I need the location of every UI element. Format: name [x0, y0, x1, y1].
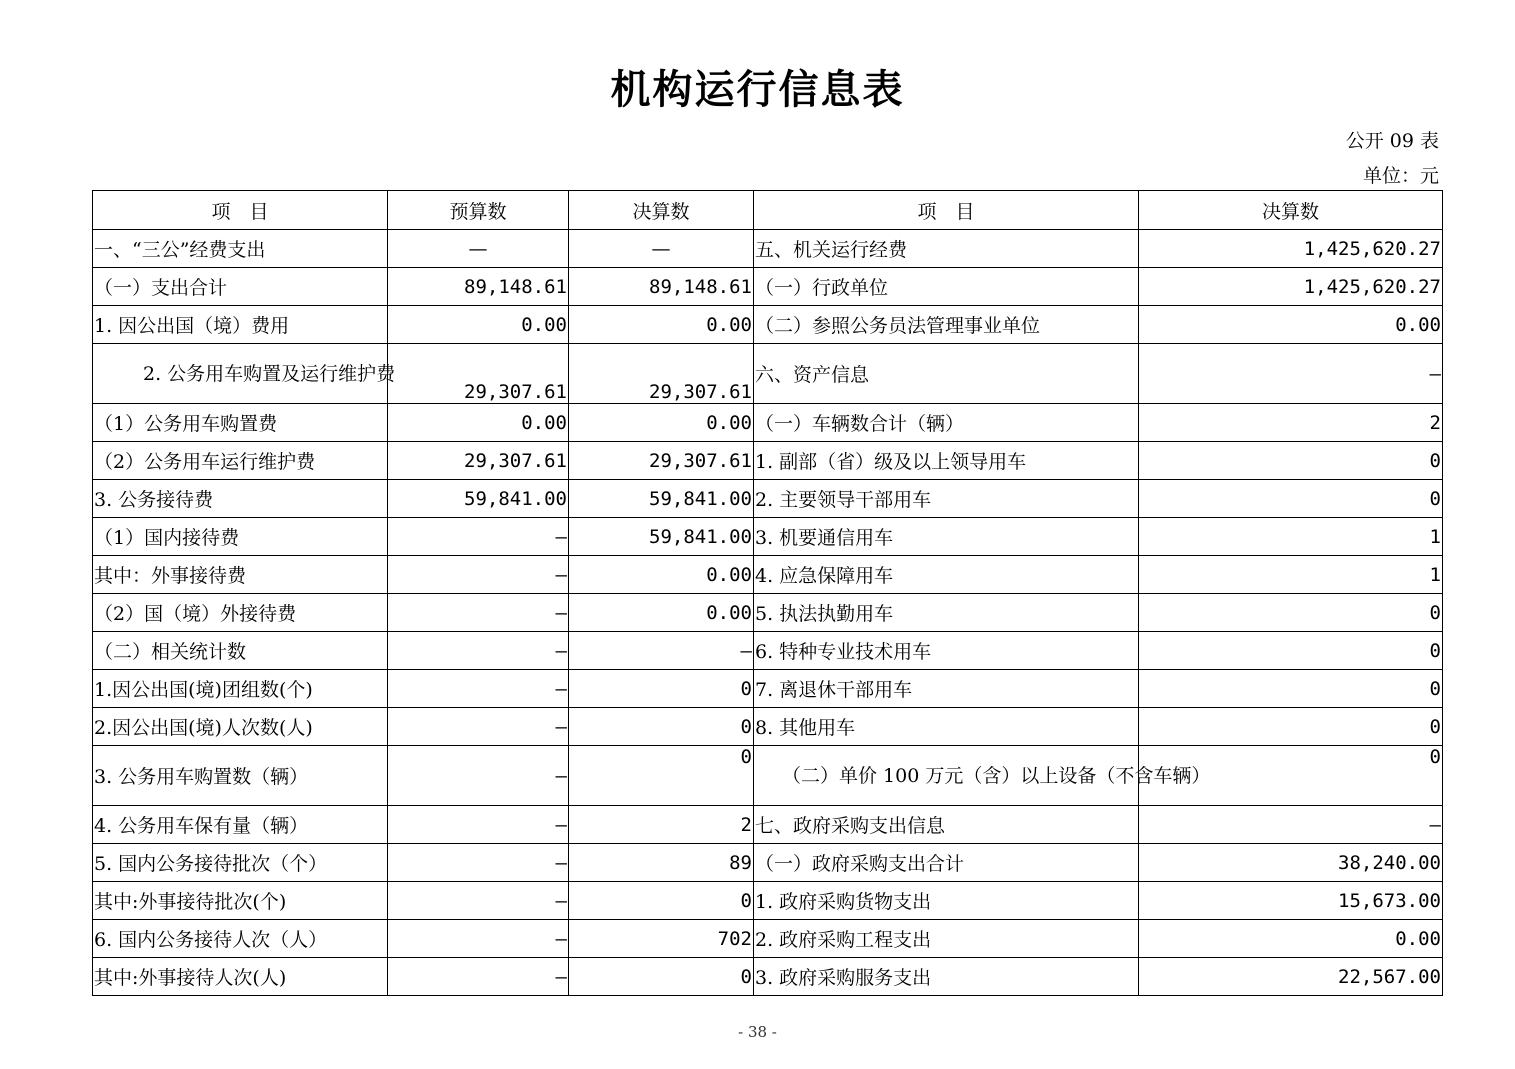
row-label-right: 2. 政府采购工程支出	[754, 920, 1139, 958]
final-value: 29,307.61	[569, 442, 754, 480]
row-label-left: 其中：外事接待费	[93, 556, 388, 594]
row-label-right: 5. 执法执勤用车	[754, 594, 1139, 632]
table-row	[93, 708, 1443, 746]
final-value: 0	[569, 882, 754, 920]
right-final-value: 0	[1139, 594, 1443, 632]
final-value: 2	[569, 806, 754, 844]
final-value: 59,841.00	[569, 518, 754, 556]
table-row	[93, 920, 1443, 958]
final-value: 0.00	[569, 556, 754, 594]
right-final-value: 0	[1139, 480, 1443, 518]
table-row	[93, 306, 1443, 344]
right-final-value: 0	[1139, 442, 1443, 480]
budget-value: —	[388, 746, 569, 806]
budget-value: —	[388, 806, 569, 844]
final-value: 0	[569, 746, 754, 806]
row-label-right: （二）单价 100 万元（含）以上设备（不含车辆）	[754, 746, 1139, 806]
row-label-right: （一）政府采购支出合计	[754, 844, 1139, 882]
table-row	[93, 344, 1443, 404]
row-label-right: 6. 特种专业技术用车	[754, 632, 1139, 670]
right-final-value: 1,425,620.27	[1139, 268, 1443, 306]
budget-value: —	[388, 230, 569, 268]
row-label-right: 1. 副部（省）级及以上领导用车	[754, 442, 1139, 480]
budget-value: 29,307.61	[388, 344, 569, 404]
row-label-left: （1）国内接待费	[93, 518, 388, 556]
table-row	[93, 746, 1443, 806]
row-label-right: 3. 机要通信用车	[754, 518, 1139, 556]
header-final-left: 决算数	[569, 191, 754, 230]
budget-value: —	[388, 920, 569, 958]
row-label-right: 3. 政府采购服务支出	[754, 958, 1139, 996]
budget-value: —	[388, 518, 569, 556]
row-label-left: （一）支出合计	[93, 268, 388, 306]
row-label-right: 8. 其他用车	[754, 708, 1139, 746]
final-value: —	[569, 230, 754, 268]
table-code: 公开 09 表	[1345, 130, 1439, 152]
final-value: 702	[569, 920, 754, 958]
row-label-right: 七、政府采购支出信息	[754, 806, 1139, 844]
table-row	[93, 844, 1443, 882]
budget-value: 0.00	[388, 306, 569, 344]
table-row	[93, 958, 1443, 996]
budget-value: 59,841.00	[388, 480, 569, 518]
header-final-right: 决算数	[1139, 191, 1443, 230]
budget-value: —	[388, 632, 569, 670]
row-label-left: 1.因公出国(境)团组数(个)	[93, 670, 388, 708]
budget-value: —	[388, 556, 569, 594]
table-row	[93, 670, 1443, 708]
right-final-value: 15,673.00	[1139, 882, 1443, 920]
final-value: 0.00	[569, 594, 754, 632]
right-final-value: 2	[1139, 404, 1443, 442]
table-row	[93, 594, 1443, 632]
row-label-left: 2.因公出国(境)人次数(人)	[93, 708, 388, 746]
budget-value: —	[388, 708, 569, 746]
row-label-left: 5. 国内公务接待批次（个）	[93, 844, 388, 882]
right-final-value: —	[1139, 806, 1443, 844]
final-value: 89,148.61	[569, 268, 754, 306]
table-row	[93, 806, 1443, 844]
right-final-value: —	[1139, 344, 1443, 404]
row-label-right: 2. 主要领导干部用车	[754, 480, 1139, 518]
row-label-right: （二）参照公务员法管理事业单位	[754, 306, 1139, 344]
row-label-right: 五、机关运行经费	[754, 230, 1139, 268]
row-label-left: 1. 因公出国（境）费用	[93, 306, 388, 344]
row-label-left: （2）公务用车运行维护费	[93, 442, 388, 480]
right-final-value: 0.00	[1139, 920, 1443, 958]
table-row	[93, 882, 1443, 920]
header-item-right: 项 目	[754, 191, 1139, 230]
row-label-left: 一、“三公”经费支出	[93, 230, 388, 268]
budget-value: —	[388, 594, 569, 632]
final-value: 0	[569, 670, 754, 708]
table-row	[93, 268, 1443, 306]
table-row	[93, 404, 1443, 442]
row-label-left: 其中:外事接待批次(个)	[93, 882, 388, 920]
final-value: 0.00	[569, 404, 754, 442]
right-final-value: 1	[1139, 556, 1443, 594]
right-final-value: 0	[1139, 670, 1443, 708]
final-value: 0	[569, 708, 754, 746]
right-final-value: 0	[1139, 708, 1443, 746]
budget-value: —	[388, 882, 569, 920]
right-final-value: 38,240.00	[1139, 844, 1443, 882]
row-label-right: 六、资产信息	[754, 344, 1139, 404]
final-value: 59,841.00	[569, 480, 754, 518]
table-row	[93, 230, 1443, 268]
row-label-left: 6. 国内公务接待人次（人）	[93, 920, 388, 958]
row-label-right: （一）车辆数合计（辆）	[754, 404, 1139, 442]
right-final-value: 1	[1139, 518, 1443, 556]
right-final-value: 0.00	[1139, 306, 1443, 344]
row-label-right: 7. 离退休干部用车	[754, 670, 1139, 708]
row-label-left: （2）国（境）外接待费	[93, 594, 388, 632]
row-label-left: （二）相关统计数	[93, 632, 388, 670]
right-final-value: 1,425,620.27	[1139, 230, 1443, 268]
budget-value: —	[388, 958, 569, 996]
row-label-left: 3. 公务用车购置数（辆）	[93, 746, 388, 806]
table-row	[93, 556, 1443, 594]
final-value: 89	[569, 844, 754, 882]
right-final-value: 22,567.00	[1139, 958, 1443, 996]
final-value: —	[569, 632, 754, 670]
budget-value: 0.00	[388, 404, 569, 442]
right-final-value: 0	[1139, 632, 1443, 670]
info-table	[92, 190, 1443, 996]
final-value: 0	[569, 958, 754, 996]
header-budget: 预算数	[388, 191, 569, 230]
table-row	[93, 632, 1443, 670]
final-value: 0.00	[569, 306, 754, 344]
header-item-left: 项 目	[93, 191, 388, 230]
table-row	[93, 442, 1443, 480]
budget-value: 89,148.61	[388, 268, 569, 306]
budget-value: —	[388, 844, 569, 882]
row-label-left: （1）公务用车购置费	[93, 404, 388, 442]
page-title: 机构运行信息表	[610, 66, 905, 113]
right-final-value: 0	[1139, 746, 1443, 806]
final-value: 29,307.61	[569, 344, 754, 404]
row-label-right: 1. 政府采购货物支出	[754, 882, 1139, 920]
row-label-left: 其中:外事接待人次(人)	[93, 958, 388, 996]
table-row	[93, 480, 1443, 518]
page-number: - 38 -	[738, 1023, 777, 1041]
table-row	[93, 518, 1443, 556]
row-label-right: （一）行政单位	[754, 268, 1139, 306]
budget-value: 29,307.61	[388, 442, 569, 480]
budget-value: —	[388, 670, 569, 708]
header-row	[93, 191, 1443, 230]
row-label-right: 4. 应急保障用车	[754, 556, 1139, 594]
unit-label: 单位：元	[1362, 165, 1439, 187]
row-label-left: 3. 公务接待费	[93, 480, 388, 518]
row-label-left: 4. 公务用车保有量（辆）	[93, 806, 388, 844]
row-label-left: 2. 公务用车购置及运行维护费	[93, 344, 388, 404]
